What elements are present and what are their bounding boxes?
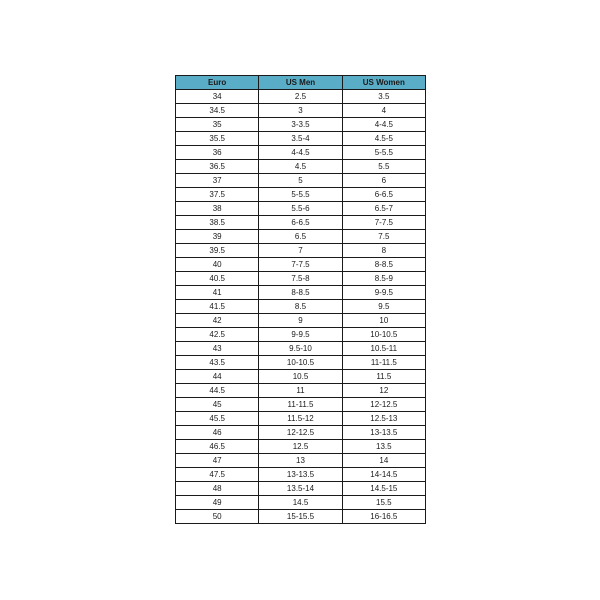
cell-us-women: 13-13.5	[342, 426, 425, 440]
cell-us-men: 7.5-8	[259, 272, 342, 286]
cell-us-women: 6-6.5	[342, 188, 425, 202]
cell-us-men: 7	[259, 244, 342, 258]
cell-us-men: 3.5-4	[259, 132, 342, 146]
table-row	[176, 216, 426, 230]
cell-us-women: 5-5.5	[342, 146, 425, 160]
cell-us-women: 8.5-9	[342, 272, 425, 286]
cell-us-women: 8	[342, 244, 425, 258]
cell-us-women: 14	[342, 454, 425, 468]
cell-us-men: 9	[259, 314, 342, 328]
cell-us-women: 14-14.5	[342, 468, 425, 482]
table-row	[176, 202, 426, 216]
cell-euro: 41.5	[176, 300, 259, 314]
cell-euro: 40.5	[176, 272, 259, 286]
cell-us-women: 10.5-11	[342, 342, 425, 356]
table-row	[176, 426, 426, 440]
cell-us-women: 7-7.5	[342, 216, 425, 230]
cell-us-women: 6	[342, 174, 425, 188]
table-row	[176, 482, 426, 496]
cell-us-men: 2.5	[259, 90, 342, 104]
cell-us-women: 9.5	[342, 300, 425, 314]
cell-us-men: 4.5	[259, 160, 342, 174]
cell-us-men: 15-15.5	[259, 510, 342, 524]
table-row	[176, 160, 426, 174]
cell-us-women: 4.5-5	[342, 132, 425, 146]
cell-us-men: 9.5-10	[259, 342, 342, 356]
table-row	[176, 454, 426, 468]
cell-us-men: 11-11.5	[259, 398, 342, 412]
cell-us-women: 16-16.5	[342, 510, 425, 524]
cell-us-men: 5-5.5	[259, 188, 342, 202]
cell-us-men: 8-8.5	[259, 286, 342, 300]
table-body	[176, 90, 426, 524]
cell-euro: 44	[176, 370, 259, 384]
cell-euro: 34	[176, 90, 259, 104]
table-row	[176, 132, 426, 146]
table-row	[176, 258, 426, 272]
table-row	[176, 468, 426, 482]
column-header-euro: Euro	[176, 76, 259, 90]
table-row	[176, 314, 426, 328]
cell-euro: 39.5	[176, 244, 259, 258]
cell-euro: 50	[176, 510, 259, 524]
table-row	[176, 342, 426, 356]
cell-us-men: 3	[259, 104, 342, 118]
cell-us-women: 12-12.5	[342, 398, 425, 412]
cell-us-women: 3.5	[342, 90, 425, 104]
cell-euro: 35	[176, 118, 259, 132]
cell-euro: 34.5	[176, 104, 259, 118]
column-header-us-women: US Women	[342, 76, 425, 90]
cell-euro: 43	[176, 342, 259, 356]
column-header-us-men: US Men	[259, 76, 342, 90]
cell-us-women: 5.5	[342, 160, 425, 174]
cell-us-men: 12-12.5	[259, 426, 342, 440]
table-row	[176, 146, 426, 160]
cell-us-men: 13	[259, 454, 342, 468]
cell-us-men: 6-6.5	[259, 216, 342, 230]
table-row	[176, 300, 426, 314]
table-row	[176, 356, 426, 370]
cell-us-women: 12.5-13	[342, 412, 425, 426]
table-row	[176, 370, 426, 384]
cell-us-women: 9-9.5	[342, 286, 425, 300]
cell-euro: 43.5	[176, 356, 259, 370]
cell-us-men: 3-3.5	[259, 118, 342, 132]
cell-us-women: 11.5	[342, 370, 425, 384]
cell-euro: 48	[176, 482, 259, 496]
cell-us-men: 8.5	[259, 300, 342, 314]
cell-euro: 36	[176, 146, 259, 160]
cell-us-men: 10-10.5	[259, 356, 342, 370]
table-row	[176, 90, 426, 104]
cell-us-men: 12.5	[259, 440, 342, 454]
cell-euro: 39	[176, 230, 259, 244]
table-row	[176, 440, 426, 454]
cell-us-women: 6.5-7	[342, 202, 425, 216]
table-header-row	[176, 76, 426, 90]
cell-us-men: 9-9.5	[259, 328, 342, 342]
cell-euro: 37.5	[176, 188, 259, 202]
cell-euro: 45.5	[176, 412, 259, 426]
cell-us-men: 13-13.5	[259, 468, 342, 482]
cell-euro: 46	[176, 426, 259, 440]
table-row	[176, 328, 426, 342]
cell-us-women: 4	[342, 104, 425, 118]
cell-euro: 42	[176, 314, 259, 328]
table-row	[176, 272, 426, 286]
table-row	[176, 174, 426, 188]
table-row	[176, 412, 426, 426]
cell-euro: 36.5	[176, 160, 259, 174]
cell-euro: 41	[176, 286, 259, 300]
cell-us-women: 14.5-15	[342, 482, 425, 496]
cell-us-women: 10-10.5	[342, 328, 425, 342]
cell-euro: 46.5	[176, 440, 259, 454]
cell-us-men: 13.5-14	[259, 482, 342, 496]
table-row	[176, 188, 426, 202]
cell-us-women: 11-11.5	[342, 356, 425, 370]
cell-us-men: 5.5-6	[259, 202, 342, 216]
cell-us-men: 11	[259, 384, 342, 398]
cell-us-women: 8-8.5	[342, 258, 425, 272]
table-row	[176, 244, 426, 258]
cell-euro: 44.5	[176, 384, 259, 398]
cell-us-women: 13.5	[342, 440, 425, 454]
cell-us-men: 10.5	[259, 370, 342, 384]
cell-us-women: 15.5	[342, 496, 425, 510]
cell-euro: 38.5	[176, 216, 259, 230]
cell-euro: 42.5	[176, 328, 259, 342]
size-conversion-table	[175, 75, 426, 524]
cell-euro: 35.5	[176, 132, 259, 146]
cell-us-men: 11.5-12	[259, 412, 342, 426]
table-row	[176, 104, 426, 118]
cell-us-men: 14.5	[259, 496, 342, 510]
cell-euro: 45	[176, 398, 259, 412]
table-row	[176, 496, 426, 510]
cell-euro: 40	[176, 258, 259, 272]
cell-us-women: 10	[342, 314, 425, 328]
table-row	[176, 286, 426, 300]
cell-euro: 37	[176, 174, 259, 188]
cell-us-women: 4-4.5	[342, 118, 425, 132]
cell-us-men: 6.5	[259, 230, 342, 244]
cell-euro: 47	[176, 454, 259, 468]
table-row	[176, 510, 426, 524]
cell-us-men: 5	[259, 174, 342, 188]
cell-euro: 47.5	[176, 468, 259, 482]
cell-euro: 49	[176, 496, 259, 510]
cell-us-men: 4-4.5	[259, 146, 342, 160]
cell-euro: 38	[176, 202, 259, 216]
table-row	[176, 384, 426, 398]
table-row	[176, 398, 426, 412]
table-row	[176, 118, 426, 132]
cell-us-women: 7.5	[342, 230, 425, 244]
cell-us-men: 7-7.5	[259, 258, 342, 272]
cell-us-women: 12	[342, 384, 425, 398]
table-row	[176, 230, 426, 244]
